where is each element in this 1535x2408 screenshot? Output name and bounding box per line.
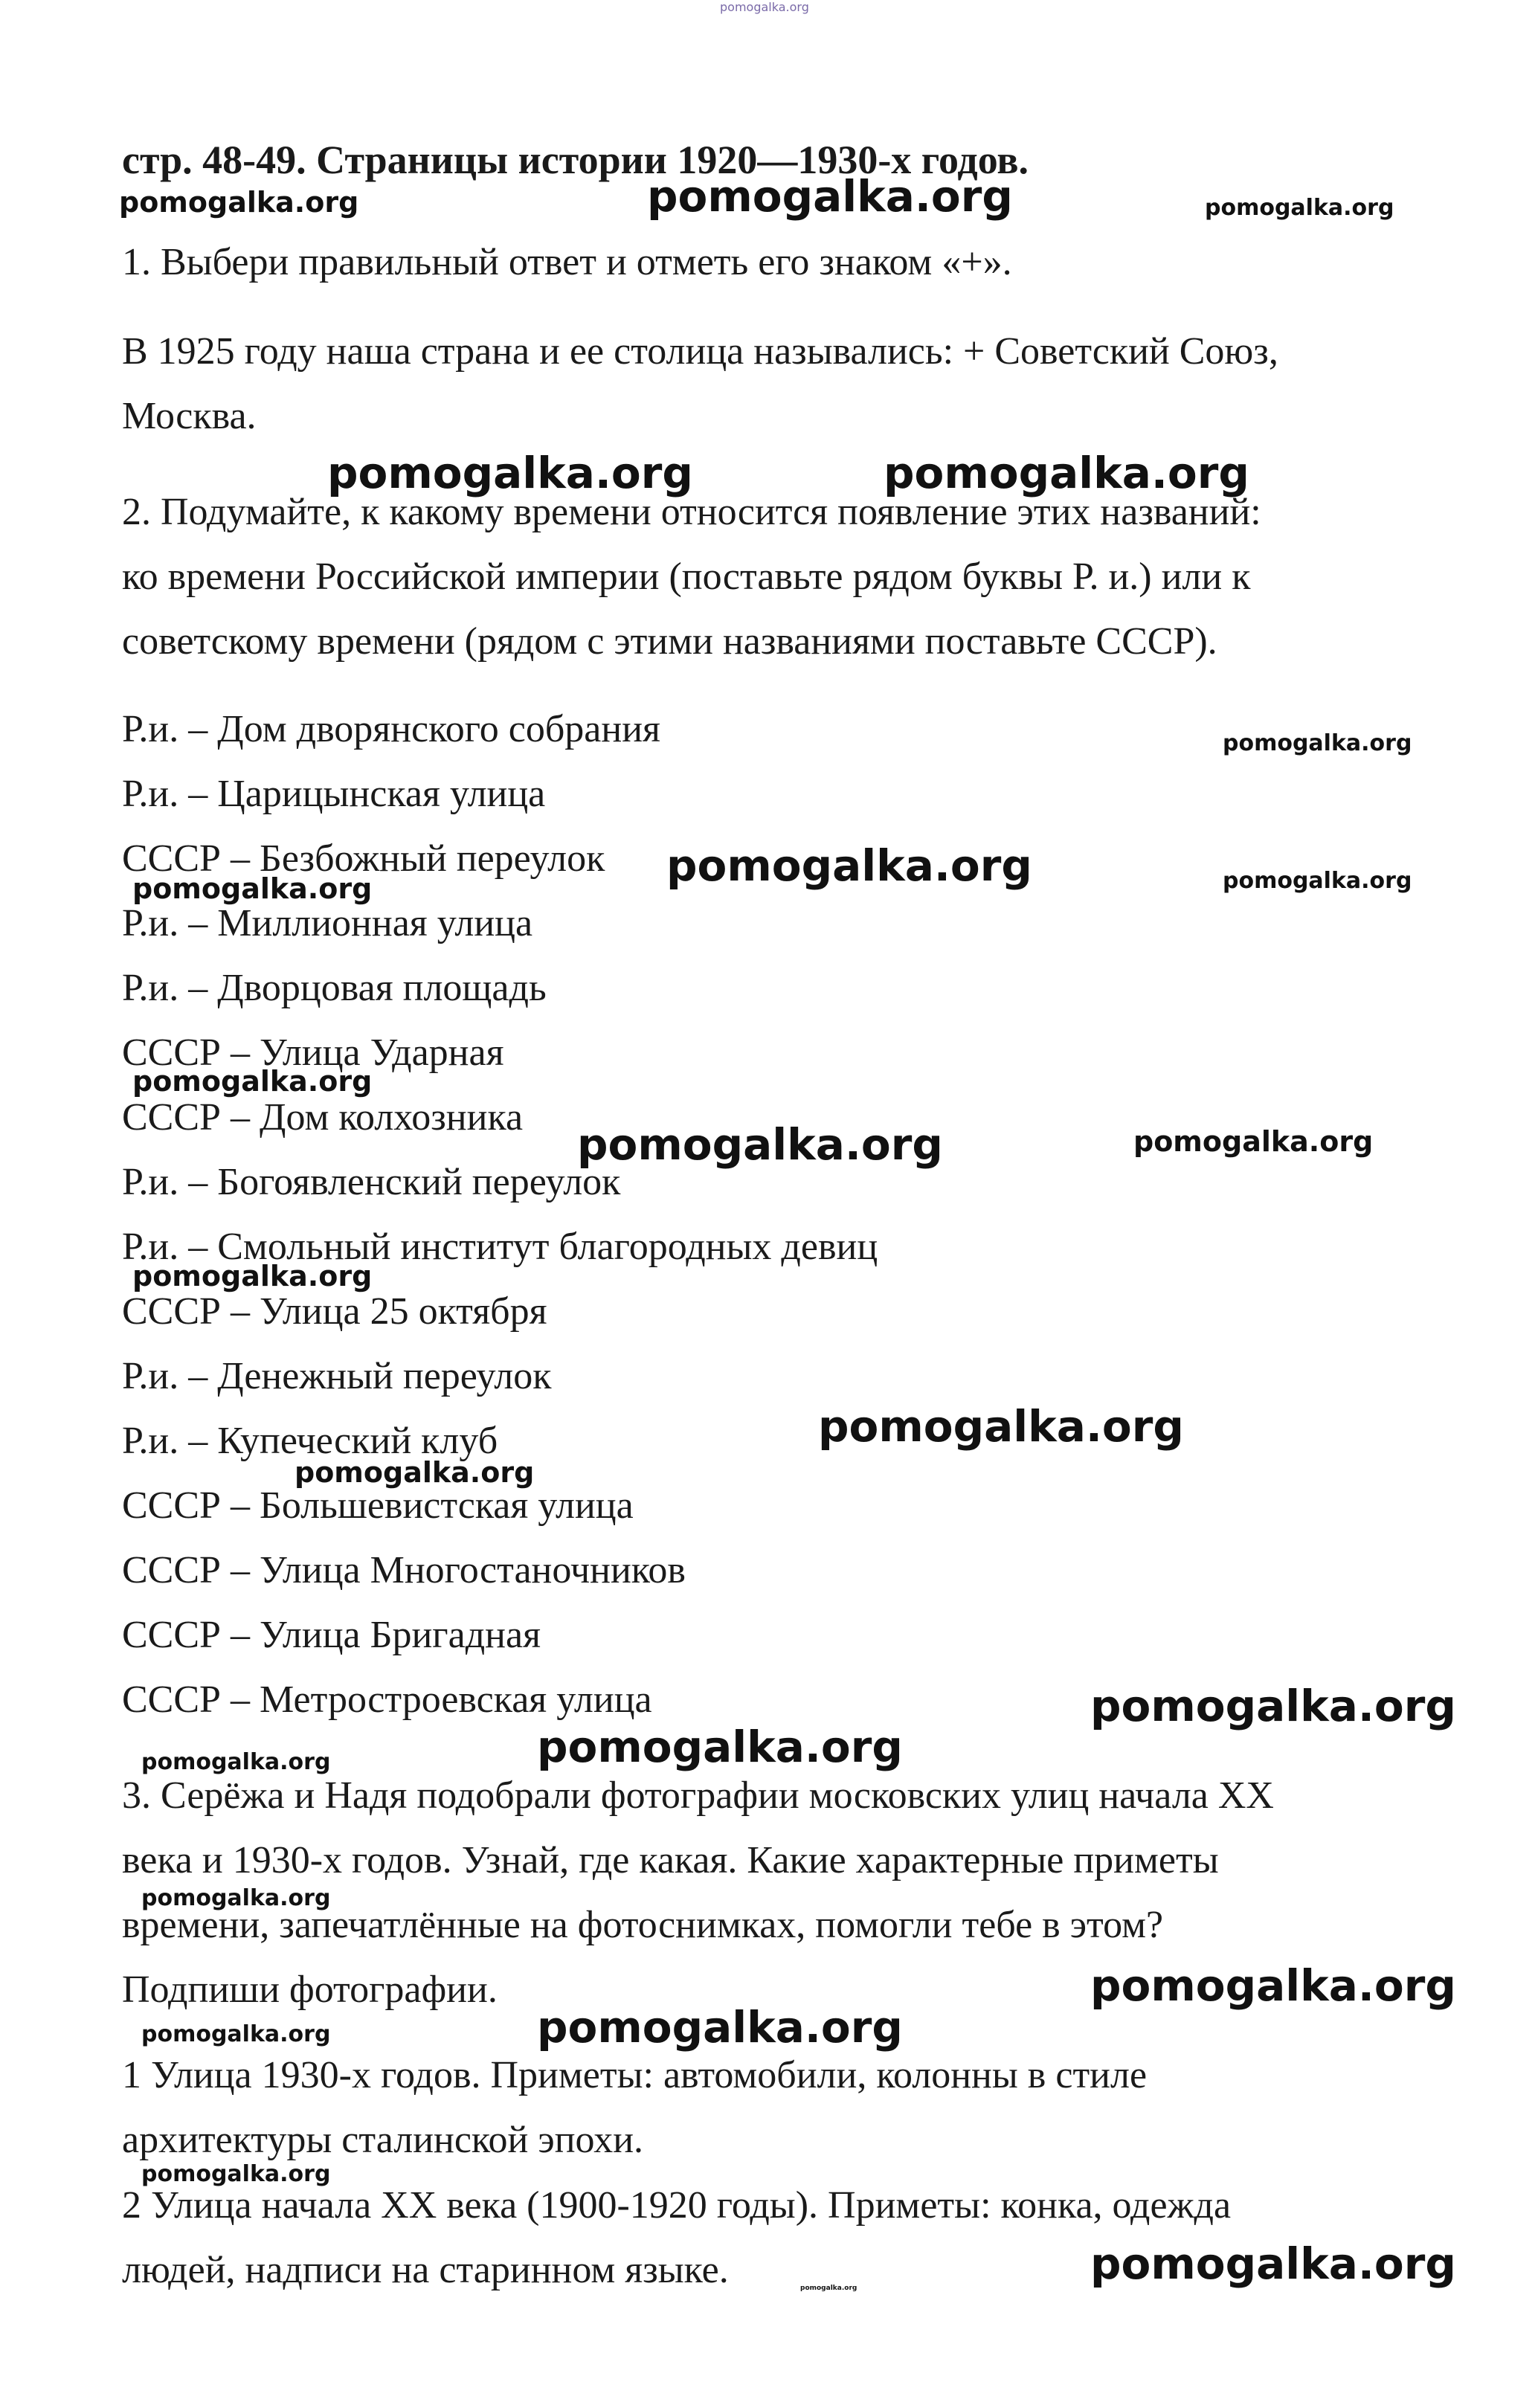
task3-answer1-line1: 1 Улица 1930-х годов. Приметы: автомобили, колонны в стиле bbox=[122, 2054, 1148, 2096]
watermark: pomogalka.org bbox=[1090, 1681, 1456, 1731]
watermark: pomogalka.org bbox=[537, 1722, 903, 1772]
task1-answer-line2: Москва. bbox=[122, 395, 257, 437]
watermark: pomogalka.org bbox=[720, 0, 809, 14]
watermark: pomogalka.org bbox=[1090, 2238, 1456, 2289]
list-item: Р.и. – Богоявленский переулок bbox=[122, 1161, 621, 1203]
task3-answer1-line2: архитектуры сталинской эпохи. bbox=[122, 2119, 644, 2161]
watermark: pomogalka.org bbox=[1223, 730, 1412, 756]
task2-question-line2: ко времени Российской империи (поставьте рядом буквы Р. и.) или к bbox=[122, 556, 1251, 598]
watermark: pomogalka.org bbox=[1090, 1960, 1456, 2011]
task3-question-line2: века и 1930-х годов. Узнай, где какая. Какие характерные приметы bbox=[122, 1839, 1219, 1881]
list-item: Р.и. – Дворцовая площадь bbox=[122, 967, 547, 1009]
task3-question-line4: Подпиши фотографии. bbox=[122, 1968, 498, 2011]
list-item: Р.и. – Дом дворянского собрания bbox=[122, 708, 660, 750]
list-item: Р.и. – Купеческий клуб bbox=[122, 1420, 498, 1462]
watermark: pomogalka.org bbox=[537, 2002, 903, 2053]
task1-question: 1. Выбери правильный ответ и отметь его знаком «+». bbox=[122, 241, 1012, 283]
list-item: СССР – Улица Бригадная bbox=[122, 1614, 541, 1656]
list-item: Р.и. – Денежный переулок bbox=[122, 1355, 552, 1397]
watermark: pomogalka.org bbox=[1223, 868, 1412, 894]
watermark: pomogalka.org bbox=[1133, 1125, 1374, 1158]
watermark: pomogalka.org bbox=[132, 1065, 373, 1098]
list-item: СССР – Дом колхозника bbox=[122, 1096, 524, 1139]
task2-question-line3: советскому времени (рядом с этими названиями поставьте СССР). bbox=[122, 620, 1217, 663]
task3-answer2-line1: 2 Улица начала XX века (1900-1920 годы). Приметы: конка, одежда bbox=[122, 2184, 1232, 2227]
list-item: СССР – Большевистская улица bbox=[122, 1484, 634, 1527]
watermark: pomogalka.org bbox=[818, 1401, 1184, 1452]
watermark: pomogalka.org bbox=[1205, 195, 1394, 221]
list-item: Р.и. – Смольный институт благородных девиц bbox=[122, 1226, 878, 1268]
list-item: СССР – Безбожный переулок bbox=[122, 837, 605, 880]
watermark: pomogalka.org bbox=[666, 840, 1032, 891]
watermark: pomogalka.org bbox=[141, 1885, 331, 1911]
task3-answer2-line2: людей, надписи на старинном языке. bbox=[122, 2249, 729, 2291]
task2-question-line1: 2. Подумайте, к какому времени относится появление этих названий: bbox=[122, 491, 1261, 533]
list-item: СССР – Улица Многостаночников bbox=[122, 1549, 686, 1591]
watermark: pomogalka.org bbox=[884, 448, 1249, 498]
watermark: pomogalka.org bbox=[119, 186, 359, 219]
watermark: pomogalka.org bbox=[577, 1119, 943, 1170]
list-item: СССР – Метростроевская улица bbox=[122, 1678, 652, 1721]
list-item: СССР – Улица Ударная bbox=[122, 1031, 504, 1074]
list-item: Р.и. – Царицынская улица bbox=[122, 773, 546, 815]
task3-question-line3: времени, запечатлённые на фотоснимках, помогли тебе в этом? bbox=[122, 1904, 1164, 1946]
watermark: pomogalka.org bbox=[141, 2021, 331, 2047]
task3-question-line1: 3. Серёжа и Надя подобрали фотографии московских улиц начала XX bbox=[122, 1774, 1274, 1817]
watermark: pomogalka.org bbox=[141, 2161, 331, 2187]
list-item: Р.и. – Миллионная улица bbox=[122, 902, 533, 944]
list-item: СССР – Улица 25 октября bbox=[122, 1290, 547, 1333]
watermark: pomogalka.org bbox=[132, 872, 373, 905]
watermark: pomogalka.org bbox=[141, 1749, 331, 1775]
watermark: pomogalka.org bbox=[800, 2285, 857, 2292]
watermark: pomogalka.org bbox=[647, 171, 1013, 222]
watermark: pomogalka.org bbox=[295, 1456, 535, 1489]
task1-answer-line1: В 1925 году наша страна и ее столица назывались: + Советский Союз, bbox=[122, 330, 1278, 373]
watermark: pomogalka.org bbox=[327, 448, 693, 498]
page-title: стр. 48-49. Страницы истории 1920—1930-х годов. bbox=[122, 138, 1029, 182]
watermark: pomogalka.org bbox=[132, 1260, 373, 1292]
